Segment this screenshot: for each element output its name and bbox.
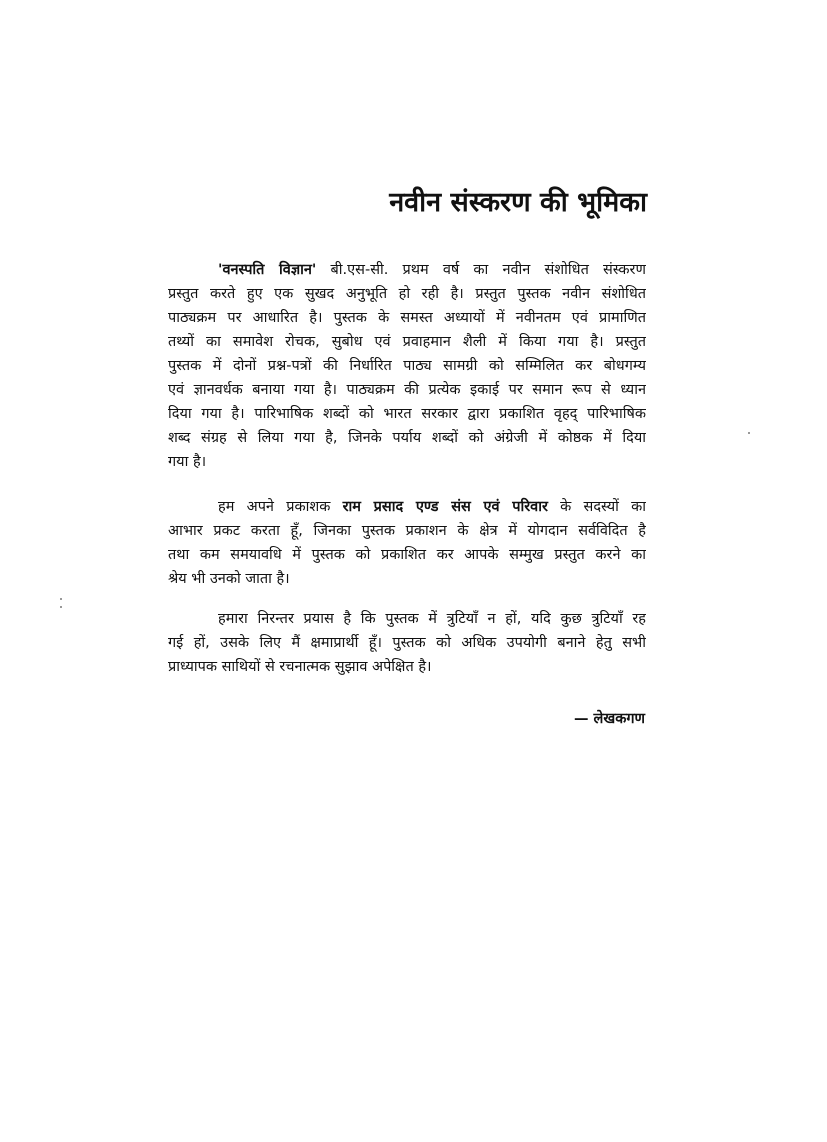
text-line [168, 354, 646, 378]
text-line [168, 282, 646, 306]
text-line [168, 631, 646, 655]
page-title: नवीन संस्करण की भूमिका [389, 187, 647, 218]
text-line [168, 306, 646, 330]
bold-text: 'वनस्पति विज्ञान' [218, 262, 317, 278]
text-segment: पुस्तक में दोनों प्रश्न-पत्रों की निर्धारित पाठ्य सामग्री को सम्मिलित कर बोधगम्य [168, 358, 646, 374]
text-line [168, 426, 646, 450]
text-segment: तथा कम समयावधि में पुस्तक को प्रकाशित कर आपके सम्मुख प्रस्तुत करने का [168, 547, 646, 563]
text-line [168, 567, 646, 591]
text-segment: श्रेय भी उनको जाता है। [168, 571, 290, 587]
paragraph-request [168, 607, 646, 679]
text-line [168, 519, 646, 543]
text-segment: एवं ज्ञानवर्धक बनाया गया है। पाठ्यक्रम की प्रत्येक इकाई पर समान रूप से ध्यान [168, 382, 646, 398]
text-segment: तथ्यों का समावेश रोचक, सुबोध एवं प्रवाहमान शैली में किया गया है। प्रस्तुत [168, 334, 646, 350]
text-line [168, 450, 646, 474]
scan-speck [60, 606, 62, 608]
text-segment: हम अपने प्रकाशक [218, 499, 343, 515]
scan-speck [748, 432, 750, 434]
text-segment: हमारा निरन्तर प्रयास है कि पुस्तक में त्रुटियाँ न हों, यदि कुछ त्रुटियाँ रह [218, 611, 646, 627]
text-segment: गई हों, उसके लिए मैं क्षमाप्रार्थी हूँ। पुस्तक को अधिक उपयोगी बनाने हेतु सभी [168, 635, 646, 651]
scan-speck [60, 598, 62, 600]
text-segment: प्राध्यापक साथियों से रचनात्मक सुझाव अपेक्षित है। [168, 659, 432, 675]
paragraph-intro [168, 258, 646, 474]
signature: — लेखकगण [573, 711, 645, 727]
text-segment: गया है। [168, 454, 207, 470]
text-line [168, 607, 646, 631]
text-line [168, 495, 646, 519]
text-line [168, 655, 646, 679]
text-line [168, 258, 646, 282]
bold-text: राम प्रसाद एण्ड संस एवं परिवार [342, 499, 548, 515]
text-segment: बी.एस-सी. प्रथम वर्ष का नवीन संशोधित संस्करण [316, 262, 646, 278]
text-segment: दिया गया है। पारिभाषिक शब्दों को भारत सरकार द्वारा प्रकाशित वृहद् पारिभाषिक [168, 406, 646, 422]
text-line [168, 402, 646, 426]
text-segment: पाठ्यक्रम पर आधारित है। पुस्तक के समस्त अध्यायों में नवीनतम एवं प्रामाणित [168, 310, 646, 326]
text-segment: के सदस्यों का [547, 499, 646, 515]
text-line [168, 330, 646, 354]
paragraph-acknowledgement [168, 495, 646, 591]
text-line [168, 378, 646, 402]
text-segment: शब्द संग्रह से लिया गया है, जिनके पर्याय शब्दों को अंग्रेजी में कोष्ठक में दिया [168, 430, 646, 446]
text-segment: आभार प्रकट करता हूँ, जिनका पुस्तक प्रकाशन के क्षेत्र में योगदान सर्वविदित है [168, 523, 646, 539]
text-segment: प्रस्तुत करते हुए एक सुखद अनुभूति हो रही है। प्रस्तुत पुस्तक नवीन संशोधित [168, 286, 646, 302]
text-line [168, 543, 646, 567]
